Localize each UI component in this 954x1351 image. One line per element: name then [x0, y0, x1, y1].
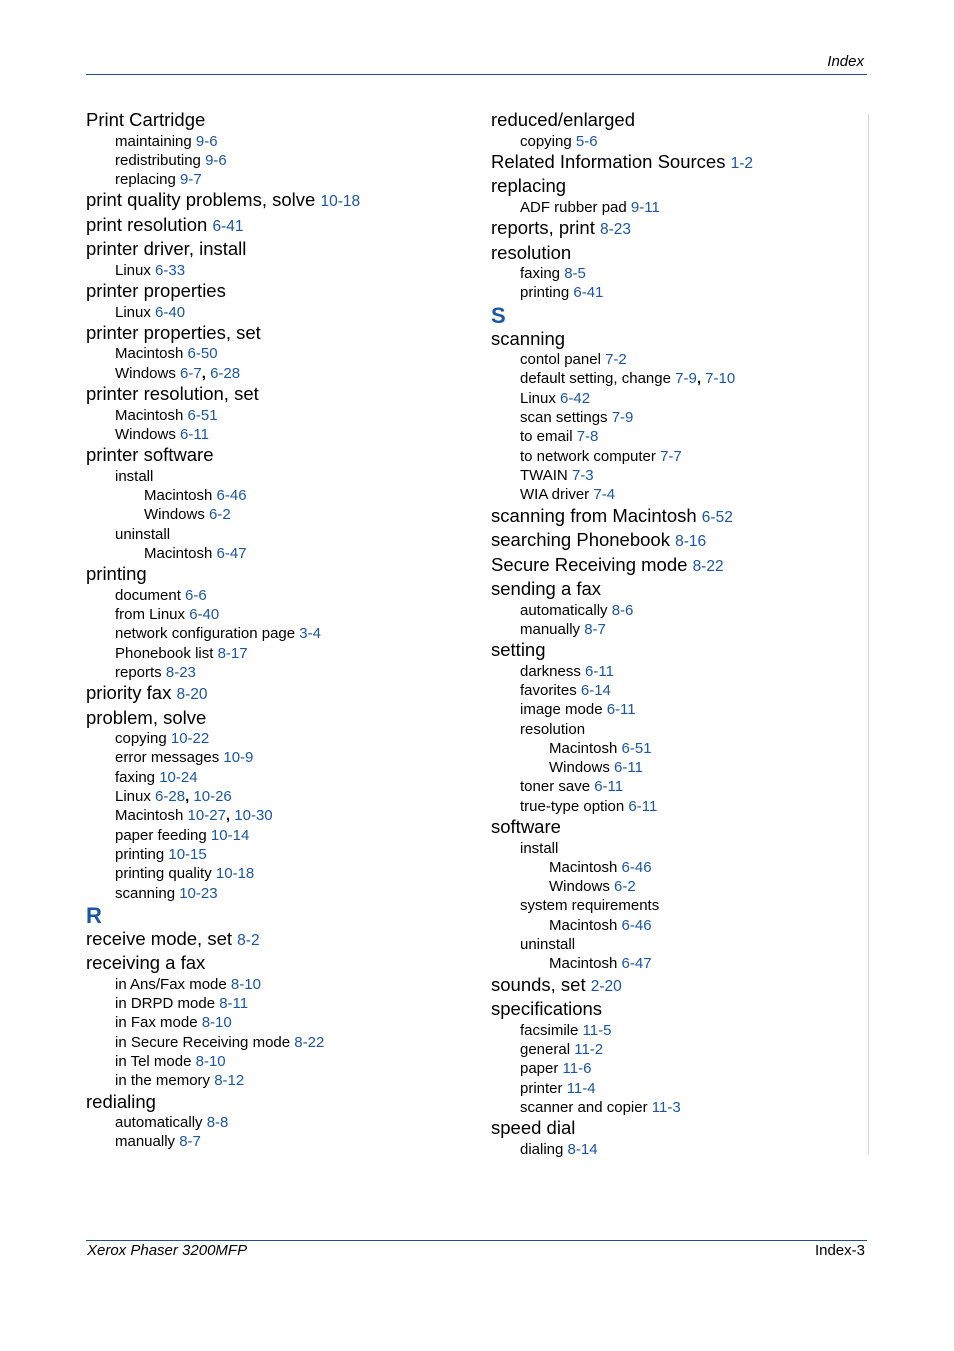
index-term: in DRPD mode [115, 995, 216, 1013]
index-entry [491, 1117, 861, 1140]
index-term: uninstall [520, 936, 576, 954]
page-link[interactable]: 6-51 [621, 739, 652, 757]
index-subentry [86, 586, 466, 605]
index-subentry [86, 748, 466, 767]
index-term: printer properties, set [86, 321, 261, 343]
index-term: problem, solve [86, 706, 207, 728]
page-link[interactable]: 6-11 [606, 701, 636, 719]
index-term: copying [115, 730, 167, 748]
page-separator: , [696, 370, 701, 388]
index-column-right [491, 109, 861, 1159]
index-term: error messages [115, 749, 220, 767]
index-term: toner save [520, 778, 591, 796]
index-term: Secure Receiving mode [491, 553, 688, 575]
index-subentry [86, 994, 466, 1013]
index-subentry [491, 954, 861, 973]
index-subentry [86, 845, 466, 864]
index-term: Macintosh [549, 916, 618, 934]
page-link[interactable]: 11-6 [562, 1060, 592, 1078]
index-entry [86, 928, 466, 953]
index-subentry [491, 839, 861, 858]
index-subentry [491, 916, 861, 935]
index-subentry [491, 427, 861, 446]
index-subentry [86, 467, 466, 486]
page-link[interactable]: 8-12 [214, 1072, 245, 1090]
index-subentry [86, 132, 466, 151]
index-term: print resolution [86, 213, 208, 235]
page-link[interactable]: 7-2 [605, 351, 627, 369]
page-link[interactable]: 8-22 [294, 1033, 325, 1051]
index-term: Linux [115, 788, 151, 806]
index-entry [491, 816, 861, 839]
index-subentry [86, 1013, 466, 1032]
index-subentry [491, 264, 861, 283]
page-link[interactable]: 11-2 [574, 1040, 604, 1058]
page-link[interactable]: 8-23 [165, 663, 196, 681]
index-term: resolution [491, 241, 572, 263]
index-term: Windows [549, 759, 610, 777]
index-term: Linux [520, 389, 556, 407]
page-link[interactable]: 8-10 [230, 975, 261, 993]
index-term: to email [520, 428, 573, 446]
index-term: speed dial [491, 1117, 576, 1139]
index-subentry [86, 170, 466, 189]
index-subentry [86, 1033, 466, 1052]
index-subentry [491, 1040, 861, 1059]
index-subentry [491, 389, 861, 408]
index-subentry [491, 1098, 861, 1117]
index-subentry [86, 605, 466, 624]
page-separator: , [185, 788, 190, 806]
index-term: maintaining [115, 132, 192, 150]
index-term: darkness [520, 662, 581, 680]
index-term: scanning [115, 884, 176, 902]
index-entry [491, 998, 861, 1021]
page-link[interactable]: 7-9 [675, 370, 697, 388]
index-term: setting [491, 639, 546, 661]
page-link[interactable]: 6-2 [209, 506, 231, 524]
index-term: automatically [520, 601, 608, 619]
page-link[interactable]: 1-2 [730, 154, 754, 172]
page-link[interactable]: 6-28 [155, 788, 186, 806]
index-term: printing quality [115, 865, 212, 883]
index-entry [86, 952, 466, 975]
index-term: faxing [115, 768, 156, 786]
index-term: Related Information Sources [491, 150, 726, 172]
index-subentry [86, 1132, 466, 1151]
index-subentry [491, 700, 861, 719]
index-entry [491, 554, 861, 579]
page-link[interactable]: 10-24 [159, 768, 198, 786]
index-term: facsimile [520, 1021, 579, 1039]
index-term: scanner and copier [520, 1098, 648, 1116]
index-letter-heading: S [491, 302, 506, 328]
page-link[interactable]: 6-47 [621, 955, 652, 973]
index-term: WIA driver [520, 486, 590, 504]
index-subentry [491, 797, 861, 816]
footer-rule [86, 1240, 867, 1241]
page-link[interactable]: 6-46 [621, 858, 652, 876]
page-link[interactable]: 6-47 [216, 544, 247, 562]
index-term: favorites [520, 681, 577, 699]
page-link[interactable]: 6-51 [187, 406, 218, 424]
index-subentry [491, 935, 861, 954]
index-term: Macintosh [144, 486, 213, 504]
index-subentry [86, 624, 466, 643]
index-subentry [86, 425, 466, 444]
page-link[interactable]: 6-11 [585, 662, 614, 680]
page-link[interactable]: 8-7 [584, 620, 606, 638]
index-term: searching Phonebook [491, 529, 670, 551]
index-subentry [86, 406, 466, 425]
index-term: Macintosh [549, 955, 618, 973]
header-title: Index [827, 53, 864, 70]
index-subentry [86, 864, 466, 883]
index-term: scanning [491, 327, 566, 349]
page-link[interactable]: 3-4 [299, 625, 321, 643]
index-term: contol panel [520, 351, 601, 369]
page-link[interactable]: 8-5 [564, 265, 586, 283]
index-entry [491, 505, 861, 530]
index-entry [491, 639, 861, 662]
index-subentry [86, 303, 466, 322]
index-term: replacing [491, 175, 567, 197]
index-subentry [491, 350, 861, 369]
index-subentry [86, 884, 466, 903]
index-term: true-type option [520, 797, 625, 815]
index-term: scan settings [520, 409, 608, 427]
index-term: print quality problems, solve [86, 189, 316, 211]
index-term: in Secure Receiving mode [115, 1033, 291, 1051]
index-term: automatically [115, 1114, 203, 1132]
index-entry [491, 217, 861, 242]
page-link[interactable]: 6-52 [701, 508, 733, 526]
index-subentry [491, 466, 861, 485]
header-rule [86, 74, 867, 75]
index-column-left [86, 109, 466, 1152]
index-subentry [491, 408, 861, 427]
page-link[interactable]: 10-18 [320, 193, 361, 211]
index-term: printer [520, 1079, 563, 1097]
index-term: printer software [86, 444, 214, 466]
index-subentry [491, 485, 861, 504]
page-link[interactable]: 10-26 [193, 788, 232, 806]
page-link[interactable]: 10-30 [234, 807, 273, 825]
index-term: Linux [115, 303, 151, 321]
index-subentry [86, 826, 466, 845]
page-link[interactable]: 6-11 [628, 797, 658, 815]
index-entry [86, 707, 466, 730]
index-subentry [491, 1021, 861, 1040]
page-link[interactable]: 6-2 [614, 878, 636, 896]
index-term: copying [520, 132, 572, 150]
index-entry [491, 974, 861, 999]
index-entry [491, 578, 861, 601]
page-separator: , [225, 807, 231, 825]
index-term: dialing [520, 1140, 564, 1158]
page-link[interactable]: 6-46 [621, 916, 652, 934]
index-term: manually [115, 1133, 176, 1151]
index-letter-heading: R [86, 902, 102, 928]
index-subentry [491, 620, 861, 639]
index-subentry [491, 283, 861, 302]
page-link[interactable]: 10-14 [210, 826, 250, 844]
page-link[interactable]: 9-7 [180, 171, 202, 189]
page-link[interactable]: 8-10 [201, 1014, 232, 1032]
index-entry [491, 328, 861, 351]
index-term: printer resolution, set [86, 383, 259, 405]
index-entry [491, 151, 861, 176]
index-entry [86, 444, 466, 467]
index-term: paper [520, 1060, 559, 1078]
page-link[interactable]: 5-6 [575, 132, 598, 150]
index-subentry [86, 344, 466, 363]
index-entry [86, 280, 466, 303]
column-divider [868, 114, 869, 1154]
index-term: printer properties [86, 280, 226, 302]
page-link[interactable]: 6-11 [614, 759, 643, 777]
index-term: uninstall [115, 525, 171, 543]
index-term: install [520, 839, 559, 857]
page-link[interactable]: 8-7 [179, 1133, 201, 1151]
index-term: Windows [115, 425, 176, 443]
index-term: Macintosh [115, 807, 184, 825]
index-term: Macintosh [144, 544, 213, 562]
page-link[interactable]: 8-16 [675, 533, 707, 551]
index-term: system requirements [520, 897, 660, 915]
index-subentry [86, 505, 466, 524]
index-term: in Ans/Fax mode [115, 975, 227, 993]
page-link[interactable]: 6-33 [155, 261, 186, 279]
index-subentry [86, 975, 466, 994]
index-subentry [491, 858, 861, 877]
index-entry [86, 383, 466, 406]
index-term: reports [115, 663, 162, 681]
page-link[interactable]: 10-18 [215, 865, 255, 883]
page-link[interactable]: 10-23 [179, 884, 218, 902]
index-subentry [491, 1059, 861, 1078]
page-link[interactable]: 6-50 [187, 345, 218, 363]
page-link[interactable]: 7-10 [705, 370, 736, 388]
page-link[interactable]: 6-14 [580, 681, 611, 699]
index-term: specifications [491, 998, 603, 1020]
index-term: manually [520, 620, 581, 638]
index-subentry [86, 663, 466, 682]
index-term: install [115, 467, 154, 485]
index-term: in the memory [115, 1072, 211, 1090]
page-link[interactable]: 6-28 [210, 364, 241, 382]
page-link[interactable]: 7-9 [611, 409, 634, 427]
index-subentry [86, 486, 466, 505]
index-subentry [491, 777, 861, 796]
index-term: printer driver, install [86, 238, 247, 260]
index-entry [86, 214, 466, 239]
footer-product: Xerox Phaser 3200MFP [87, 1242, 248, 1259]
index-term: software [491, 816, 561, 838]
page-link[interactable]: 10-15 [168, 845, 207, 863]
index-term: priority fax [86, 682, 172, 704]
index-entry [491, 529, 861, 554]
index-term: in Tel mode [115, 1053, 192, 1070]
index-entry [86, 1091, 466, 1114]
page-link[interactable]: 8-14 [567, 1140, 598, 1158]
index-term: Macintosh [115, 406, 184, 424]
index-subentry [86, 261, 466, 280]
page-link[interactable]: 8-6 [611, 601, 634, 619]
index-term: to network computer [520, 447, 656, 465]
index-term: replacing [115, 171, 176, 189]
index-subentry [86, 644, 466, 663]
index-subentry [86, 1071, 466, 1090]
page-link[interactable]: 9-11 [630, 198, 660, 216]
page-link[interactable]: 8-2 [237, 931, 260, 949]
page-link[interactable]: 8-20 [176, 686, 208, 704]
index-term: from Linux [115, 605, 186, 623]
page-link[interactable]: 7-4 [593, 486, 616, 504]
index-term: redialing [86, 1090, 156, 1112]
index-term: network configuration page [115, 625, 296, 643]
page-link[interactable]: 8-23 [600, 221, 632, 239]
page-link[interactable]: 7-3 [571, 466, 594, 484]
page-link[interactable]: 6-7 [180, 364, 202, 382]
index-subentry [86, 768, 466, 787]
index-term: scanning from Macintosh [491, 504, 697, 526]
page-link[interactable]: 7-7 [660, 447, 682, 465]
index-subentry [491, 739, 861, 758]
index-term: reports, print [491, 217, 595, 239]
index-term: paper feeding [115, 826, 207, 844]
index-entry [86, 238, 466, 261]
index-subentry [86, 729, 466, 748]
index-subentry [491, 601, 861, 620]
index-entry [86, 109, 466, 132]
index-subentry [491, 896, 861, 915]
index-term: Windows [144, 506, 205, 524]
index-term: document [115, 586, 181, 604]
index-term: Windows [115, 364, 176, 382]
index-subentry [491, 132, 861, 151]
footer-page-number: Index-3 [814, 1242, 865, 1259]
index-entry [86, 322, 466, 345]
index-subentry [491, 720, 861, 739]
index-term: printing [520, 284, 570, 302]
index-subentry [491, 447, 861, 466]
page-link[interactable]: 6-40 [155, 303, 186, 321]
index-subentry [86, 787, 466, 806]
index-term: sounds, set [491, 973, 586, 995]
index-subentry [86, 151, 466, 170]
page-link[interactable]: 6-46 [216, 486, 247, 504]
index-subentry [491, 681, 861, 700]
page-link[interactable]: 8-17 [217, 644, 248, 662]
index-term: Windows [549, 878, 610, 896]
page-link[interactable]: 10-22 [170, 730, 210, 748]
index-subentry [86, 525, 466, 544]
index-subentry [86, 1052, 466, 1071]
page-link[interactable]: 10-27 [187, 807, 226, 825]
index-term: printing [115, 845, 165, 863]
index-term: Print Cartridge [86, 109, 206, 130]
index-term: Macintosh [549, 858, 618, 876]
index-subentry [86, 364, 466, 383]
index-entry [86, 189, 466, 214]
index-term: image mode [520, 701, 603, 719]
index-term: Macintosh [549, 739, 618, 757]
page-link[interactable]: 9-6 [195, 132, 218, 150]
index-entry [491, 175, 861, 198]
index-entry [491, 109, 861, 132]
page-link[interactable]: 8-10 [195, 1053, 226, 1070]
index-term: receive mode, set [86, 927, 233, 949]
index-term: faxing [520, 265, 561, 283]
page-link[interactable]: 6-6 [185, 586, 207, 604]
page-separator: , [201, 364, 206, 382]
index-subentry [86, 806, 466, 825]
index-subentry [86, 1113, 466, 1132]
index-subentry [86, 544, 466, 563]
index-subentry [491, 877, 861, 896]
index-subentry [491, 369, 861, 388]
index-term: ADF rubber pad [520, 198, 627, 216]
page-link[interactable]: 11-5 [582, 1021, 612, 1039]
page-link[interactable]: 6-40 [189, 605, 220, 623]
index-term: receiving a fax [86, 952, 206, 974]
index-term: resolution [520, 720, 586, 738]
index-entry [491, 242, 861, 265]
index-subentry [491, 758, 861, 777]
index-term: TWAIN [520, 466, 568, 484]
page-link[interactable]: 6-41 [573, 284, 604, 302]
index-term: default setting, change [520, 370, 671, 388]
index-subentry [491, 662, 861, 681]
page-link[interactable]: 8-22 [692, 557, 724, 575]
index-term: reduced/enlarged [491, 109, 635, 130]
page-link[interactable]: 6-42 [560, 389, 591, 407]
index-term: redistributing [115, 151, 201, 169]
page-link[interactable]: 10-9 [223, 749, 254, 767]
index-subentry [491, 1079, 861, 1098]
index-subentry [491, 1140, 861, 1159]
index-term: general [520, 1040, 571, 1058]
index-term: in Fax mode [115, 1014, 198, 1032]
index-term: Linux [115, 261, 151, 279]
page-link[interactable]: 6-11 [594, 778, 624, 796]
index-subentry [491, 198, 861, 217]
page-link[interactable]: 9-6 [205, 151, 227, 169]
index-term: Phonebook list [115, 644, 214, 662]
page-link[interactable]: 2-20 [590, 977, 622, 995]
index-term: sending a fax [491, 578, 602, 600]
page-link[interactable]: 7-8 [576, 428, 599, 446]
page-link[interactable]: 11-3 [651, 1098, 681, 1116]
page-link[interactable]: 6-11 [180, 425, 209, 443]
index-term: Macintosh [115, 345, 184, 363]
page-link[interactable]: 6-41 [212, 217, 244, 235]
index-entry [86, 563, 466, 586]
page-link[interactable]: 11-4 [566, 1079, 596, 1097]
page-link[interactable]: 8-11 [219, 995, 249, 1013]
index-entry [86, 682, 466, 707]
page-link[interactable]: 8-8 [206, 1114, 229, 1132]
index-term: printing [86, 563, 147, 585]
